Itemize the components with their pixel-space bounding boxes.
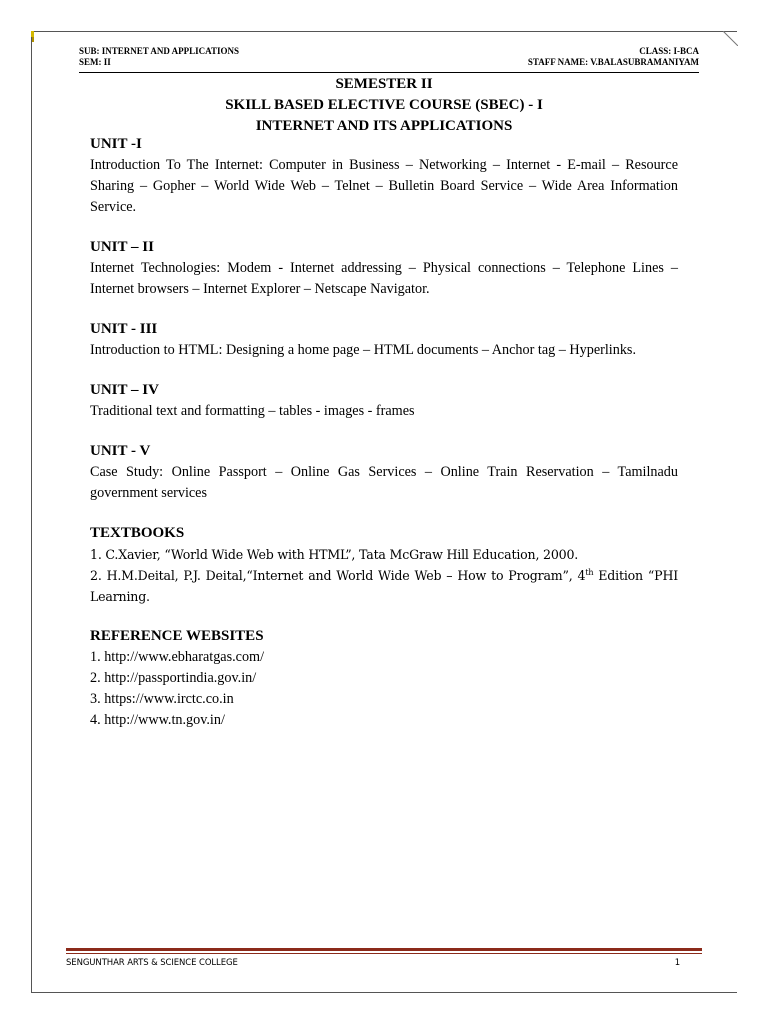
unit-description: Internet Technologies: Modem - Internet addressing – Physical connections – Telephone Lines – Internet browsers – Internet Explorer – Netscape Navigator. [90,260,678,297]
textbooks-heading: TEXTBOOKS [90,525,185,541]
references-section [90,626,678,731]
unit-description: Introduction To The Internet: Computer in Business – Networking – Internet - E-mail – Resource Sharing – Gopher – World Wide Web – Telnet – Bulletin Board Service – Wide Area Information Service. [90,157,678,215]
unit-section [90,380,678,422]
page-header [79,46,699,68]
page-corner-fold [723,31,738,46]
footer-divider-thin [66,953,702,954]
syllabus-content [90,134,678,750]
unit-section [90,237,678,300]
reference-item: 1. http://www.ebharatgas.com/ [90,649,265,665]
reference-item: 2. http://passportindia.gov.in/ [90,670,257,686]
semester-label: SEM: II [79,57,111,67]
corner-mark-icon [30,31,36,43]
unit-section [90,441,678,504]
class-label: CLASS: I-BCA [639,46,699,56]
textbook-item: 2. H.M.Deital, P.J. Deital,“Internet and World Wide Web – How to Program”, 4th Edition “PHI Learning. [90,567,678,604]
textbook-item: 1. C.Xavier, “World Wide Web with HTML”, Tata McGraw Hill Education, 2000. [90,547,579,562]
document-titles [90,74,678,137]
references-heading: REFERENCE WEBSITES [90,628,264,644]
unit-section [90,134,678,218]
reference-item: 3. https://www.irctc.co.in [90,691,234,707]
reference-item: 4. http://www.tn.gov.in/ [90,712,225,728]
unit-description: Introduction to HTML: Designing a home page – HTML documents – Anchor tag – Hyperlinks. [90,342,636,358]
textbooks-section [90,523,678,607]
unit-description: Case Study: Online Passport – Online Gas Services – Online Train Reservation – Tamilnadu government services [90,464,678,501]
unit-heading: UNIT -I [90,136,142,152]
staff-label: STAFF NAME: V.BALASUBRAMANIYAM [527,57,699,67]
unit-description: Traditional text and formatting – tables - images - frames [90,403,415,419]
unit-heading: UNIT - V [90,443,151,459]
unit-heading: UNIT – IV [90,382,159,398]
unit-heading: UNIT - III [90,321,158,337]
header-divider [79,72,699,73]
subject-label: SUB: INTERNET AND APPLICATIONS [79,46,239,56]
course-title: SKILL BASED ELECTIVE COURSE (SBEC) - I [225,97,543,113]
unit-heading: UNIT – II [90,239,154,255]
college-name: SENGUNTHAR ARTS & SCIENCE COLLEGE [66,958,238,968]
semester-title: SEMESTER II [335,76,433,92]
page-number: 1 [674,958,680,968]
unit-section [90,319,678,361]
page-footer [66,958,680,968]
subject-title: INTERNET AND ITS APPLICATIONS [255,118,513,134]
footer-divider [66,948,702,951]
